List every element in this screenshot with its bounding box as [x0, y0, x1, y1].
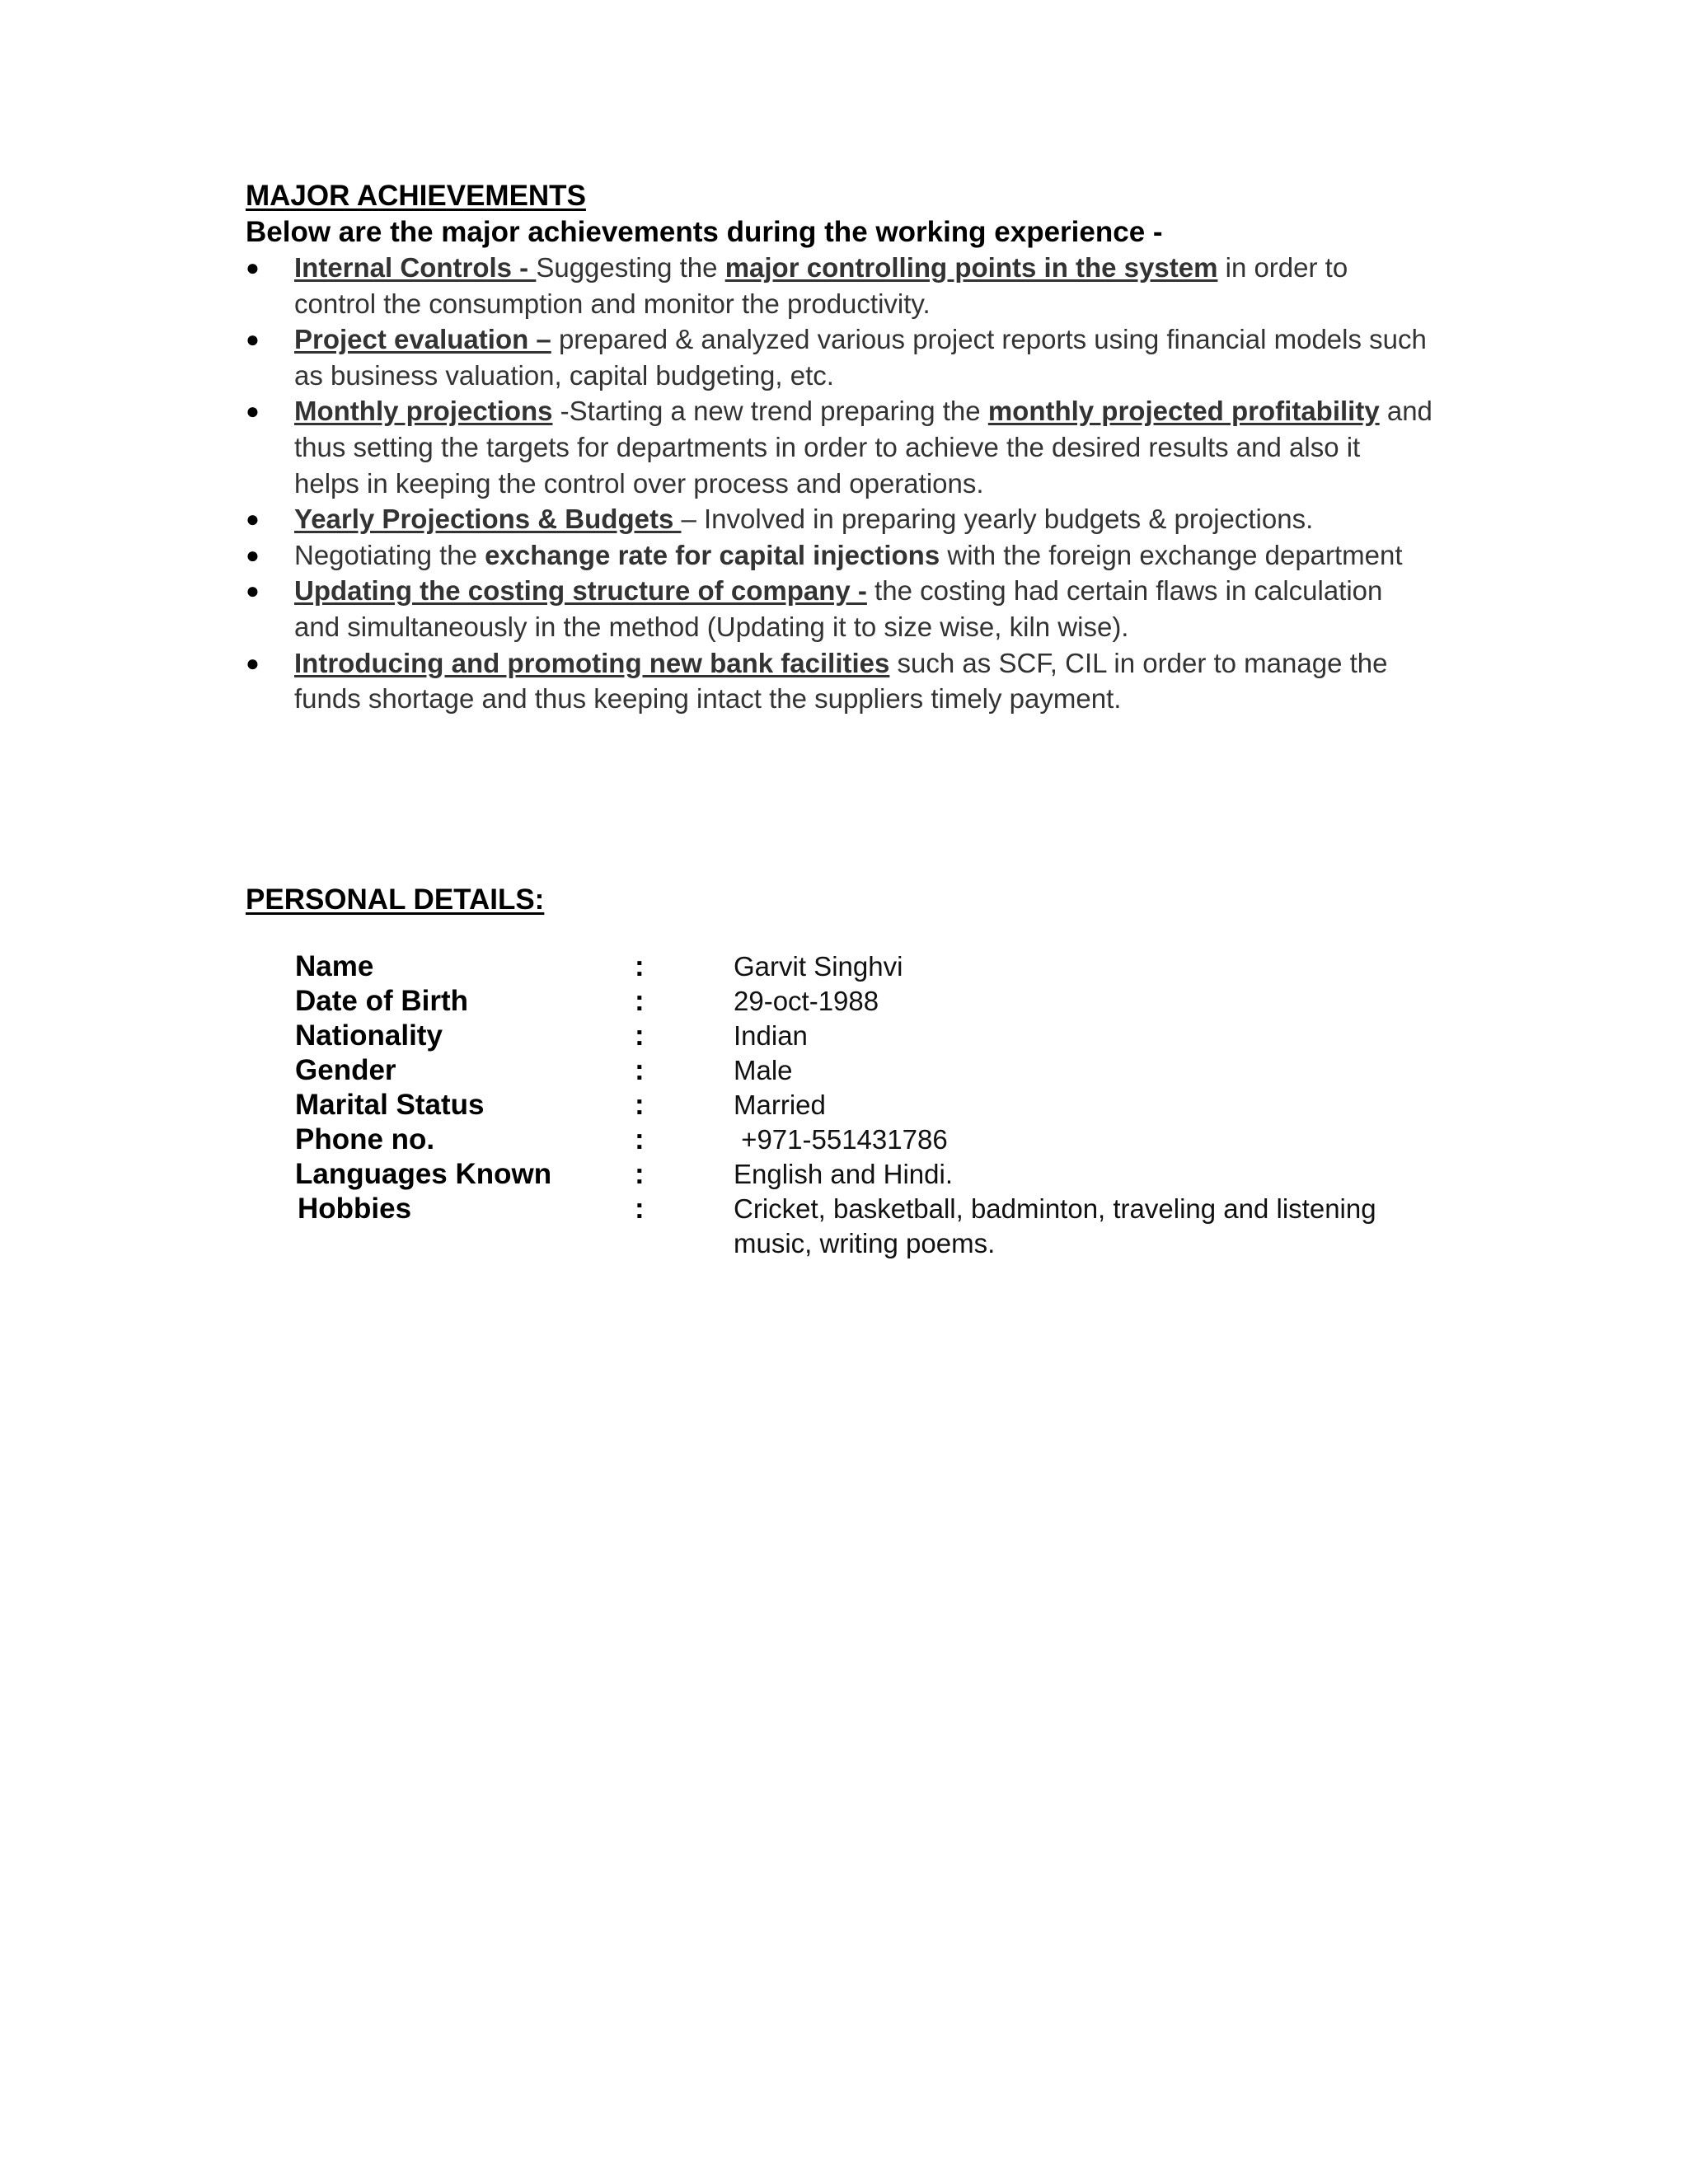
detail-separator: : [635, 1019, 645, 1052]
detail-label: Gender [295, 1054, 396, 1086]
detail-value: English and Hindi. [734, 1159, 953, 1189]
bullet-icon: ● [246, 326, 260, 353]
bullet-icon: ● [246, 506, 260, 532]
achievements-intro: Below are the major achievements during the working experience - [246, 216, 1163, 248]
detail-separator: : [635, 1193, 645, 1225]
detail-separator: : [635, 1158, 645, 1190]
detail-row [295, 1053, 1432, 1088]
achievement-text: and thus setting the targets for departments in order to achieve the desired results and also it helps in keeping the control over process and operations. [294, 396, 1432, 499]
bullet-icon: ● [246, 541, 260, 568]
achievement-text: with the foreign exchange department [940, 539, 1403, 570]
achievement-text: – Involved in preparing yearly budgets & projections. [681, 504, 1314, 535]
detail-label: Date of Birth [295, 985, 468, 1017]
detail-value: Married [734, 1090, 826, 1120]
bullet-icon: ● [246, 649, 260, 676]
list-item [246, 645, 1432, 717]
achievement-text: prepared & analyzed various project reports using financial models such as business valuation, capital budgeting, etc. [294, 324, 1427, 391]
achievement-title: Monthly projections [294, 396, 553, 427]
bullet-icon: ● [246, 578, 260, 604]
detail-value: 29-oct-1988 [734, 986, 879, 1016]
detail-value: Indian [734, 1020, 808, 1051]
personal-details-table [295, 949, 1432, 1261]
achievements-list [246, 250, 1432, 717]
achievement-text: Negotiating the [294, 539, 485, 570]
achievement-text: -Starting a new trend preparing the [552, 396, 988, 427]
bullet-icon: ● [246, 398, 260, 424]
bullet-icon: ● [246, 255, 260, 280]
detail-row [295, 1122, 1432, 1157]
detail-row [295, 1192, 1432, 1261]
detail-value: +971-551431786 [734, 1124, 948, 1155]
list-item [246, 393, 1432, 501]
detail-row [295, 1157, 1432, 1192]
achievement-text: the costing had certain flaws in calculation and simultaneously in the method (Updating it to size wise, kiln wise). [294, 575, 1383, 642]
detail-value: Cricket, basketball, badminton, traveling and listening music, writing poems. [734, 1193, 1376, 1258]
detail-separator: : [635, 1123, 645, 1155]
detail-value: Male [734, 1055, 793, 1085]
detail-label: Phone no. [295, 1123, 435, 1155]
detail-separator: : [635, 950, 645, 982]
achievement-title: Introducing and promoting new bank facilities [294, 647, 890, 678]
detail-label: Hobbies [298, 1193, 412, 1225]
detail-value: Garvit Singhvi [734, 951, 903, 982]
list-item [246, 573, 1432, 644]
detail-separator: : [635, 985, 645, 1017]
list-item [246, 321, 1432, 393]
list-item [246, 250, 1432, 321]
list-item [246, 537, 1432, 574]
detail-separator: : [635, 1054, 645, 1086]
detail-label: Name [295, 950, 374, 982]
achievements-heading: MAJOR ACHIEVEMENTS [246, 180, 586, 212]
achievement-emphasis: monthly projected profitability [987, 396, 1380, 427]
achievement-title: Yearly Projections & Budgets [294, 504, 682, 535]
achievement-title: Project evaluation – [294, 324, 551, 355]
detail-label: Marital Status [295, 1089, 485, 1121]
detail-label: Nationality [295, 1019, 443, 1052]
achievement-emphasis: major controlling points in the system [724, 252, 1218, 283]
achievement-text: such as SCF, CIL in order to manage the funds shortage and thus keeping intact the suppliers timely payment. [294, 647, 1388, 715]
achievement-bold: exchange rate for capital injections [485, 539, 940, 570]
achievement-title: Internal Controls - [294, 252, 537, 283]
detail-row [295, 984, 1432, 1019]
detail-row [295, 949, 1432, 984]
detail-row [295, 1019, 1432, 1053]
achievement-title: Updating the costing structure of company - [294, 575, 867, 607]
achievement-text: in order to control the consumption and monitor the productivity. [294, 252, 1348, 319]
detail-separator: : [635, 1089, 645, 1121]
achievement-text: Suggesting the [536, 252, 725, 283]
list-item [246, 501, 1432, 537]
personal-details-heading: PERSONAL DETAILS: [246, 883, 545, 916]
detail-label: Languages Known [295, 1158, 552, 1190]
detail-row [295, 1088, 1432, 1122]
